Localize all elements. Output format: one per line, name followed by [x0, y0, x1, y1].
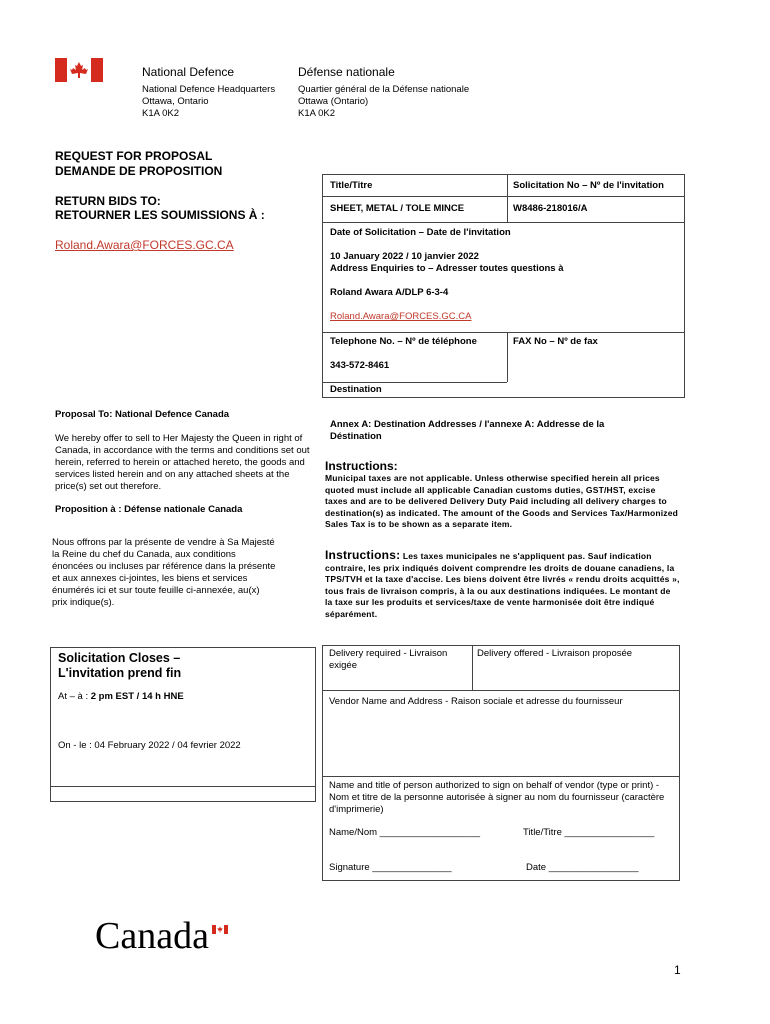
- department-name-en: National Defence: [142, 65, 235, 79]
- address-en-line3: K1A 0K2: [142, 108, 179, 119]
- vendor-form-box: [322, 645, 680, 881]
- title-value: SHEET, METAL / TOLE MINCE: [330, 203, 465, 214]
- title-field[interactable]: Title/Titre _________________: [523, 827, 655, 838]
- rfp-title-fr: DEMANDE DE PROPOSITION: [55, 164, 223, 178]
- solicitation-no-label: Solicitation No – Nº de l'invitation: [513, 180, 664, 191]
- canada-flag-icon: [55, 58, 103, 82]
- contact-email-link[interactable]: Roland.Awara@FORCES.GC.CA: [330, 311, 472, 322]
- return-email-link[interactable]: Roland.Awara@FORCES.GC.CA: [55, 238, 234, 252]
- proposal-to-label: Proposal To: National Defence Canada: [55, 409, 230, 420]
- offer-text-fr: Nous offrons par la présente de vendre à Sa Majesté la Reine du chef du Canada, aux conditions énoncées ou incluses par référence dans la présente et aux annexes ci-jointes, les biens et services énumérés ici et sur toute feuille ci-annexée, au(x) prix indique(s).: [52, 537, 276, 608]
- page-number: 1: [674, 963, 681, 977]
- telephone-label: Telephone No. – Nº de téléphone: [330, 336, 477, 347]
- closes-label-fr: L'invitation prend fin: [58, 666, 182, 680]
- rfp-title-en: REQUEST FOR PROPOSAL: [55, 149, 213, 163]
- authorized-person-label: Name and title of person authorized to sign on behalf of vendor (type or print) - Nom et titre de la personne autorisée à signer au nom du fournisseur (caractère d'imprimerie): [329, 780, 665, 815]
- name-field[interactable]: Name/Nom ___________________: [329, 827, 481, 838]
- fax-label: FAX No – Nº de fax: [513, 336, 598, 347]
- signature-field[interactable]: Signature _______________: [329, 862, 452, 873]
- annex-line-2: Déstination: [330, 431, 382, 442]
- address-fr-line2: Ottawa (Ontario): [298, 96, 369, 107]
- vendor-name-address-label: Vendor Name and Address - Raison sociale et adresse du fournisseur: [329, 696, 623, 707]
- title-label: Title/Titre: [330, 180, 373, 191]
- instructions-text-en: Municipal taxes are not applicable. Unless otherwise specified herein all prices quoted must include all applicable Canadian customs duties, GST/HST, excise taxes and are to be delivered Delivery Duty Paid including all delivery charges to destination(s) as indicated. The amount of the Goods and Services Tax/Harmonized Sales Tax is to be shown as a separate item.: [325, 473, 679, 529]
- offer-text-en: We hereby offer to sell to Her Majesty the Queen in right of Canada, in accordance with the terms and conditions set out herein, referred to herein or attached hereto, the goods and services listed herein and on any attached sheets at the price(s) set out therefore.: [55, 433, 310, 492]
- instructions-fr: Instructions: Les taxes municipales ne s'appliquent pas. Sauf indication contraire, les prix indiqués doivent comprendre les droits de douane canadiens, la TPS/TVH et la taxe d'accise. Les biens doivent être livrés « rendu droits acquittés », tous frais de livraison compris, à la ou aux destinations indiquées. Le montant de la taxe sur les produits et services/taxe de vente harmonisée doit être indiqué séparément.: [325, 548, 680, 619]
- proposition-label-fr: Proposition à : Défense nationale Canada: [55, 504, 243, 515]
- date-field[interactable]: Date _________________: [526, 862, 639, 873]
- annex-line-1: Annex A: Destination Addresses / l'annexe A: Addresse de la: [330, 419, 605, 430]
- telephone-value: 343-572-8461: [330, 360, 390, 371]
- enquiries-label: Address Enquiries to – Adresser toutes questions à: [330, 263, 564, 274]
- solicitation-date-value: 10 January 2022 / 10 janvier 2022: [330, 251, 479, 262]
- closing-time: At – à : 2 pm EST / 14 h HNE: [58, 691, 184, 702]
- delivery-offered-label: Delivery offered - Livraison proposée: [477, 648, 633, 659]
- return-bids-en: RETURN BIDS TO:: [55, 194, 161, 208]
- department-name-fr: Défense nationale: [298, 65, 395, 79]
- canada-wordmark: Canada: [95, 915, 209, 957]
- solicitation-date-label: Date of Solicitation – Date de l'invitation: [330, 227, 511, 238]
- closing-date: On - le : 04 February 2022 / 04 fevrier 2022: [58, 740, 241, 751]
- address-fr-line3: K1A 0K2: [298, 108, 335, 119]
- address-fr-line1: Quartier général de la Défense nationale: [298, 84, 470, 95]
- closes-label-en: Solicitation Closes –: [58, 651, 181, 665]
- wordmark-flag-icon: [212, 921, 228, 930]
- address-en-line1: National Defence Headquarters: [142, 84, 276, 95]
- return-bids-fr: RETOURNER LES SOUMISSIONS À :: [55, 208, 265, 222]
- contact-name: Roland Awara A/DLP 6-3-4: [330, 287, 449, 298]
- destination-label: Destination: [330, 384, 382, 395]
- solicitation-no-value: W8486-218016/A: [513, 203, 588, 214]
- instructions-heading-en: Instructions:: [325, 459, 398, 473]
- address-en-line2: Ottawa, Ontario: [142, 96, 209, 107]
- delivery-required-label: Delivery required - Livraison exigée: [329, 648, 448, 671]
